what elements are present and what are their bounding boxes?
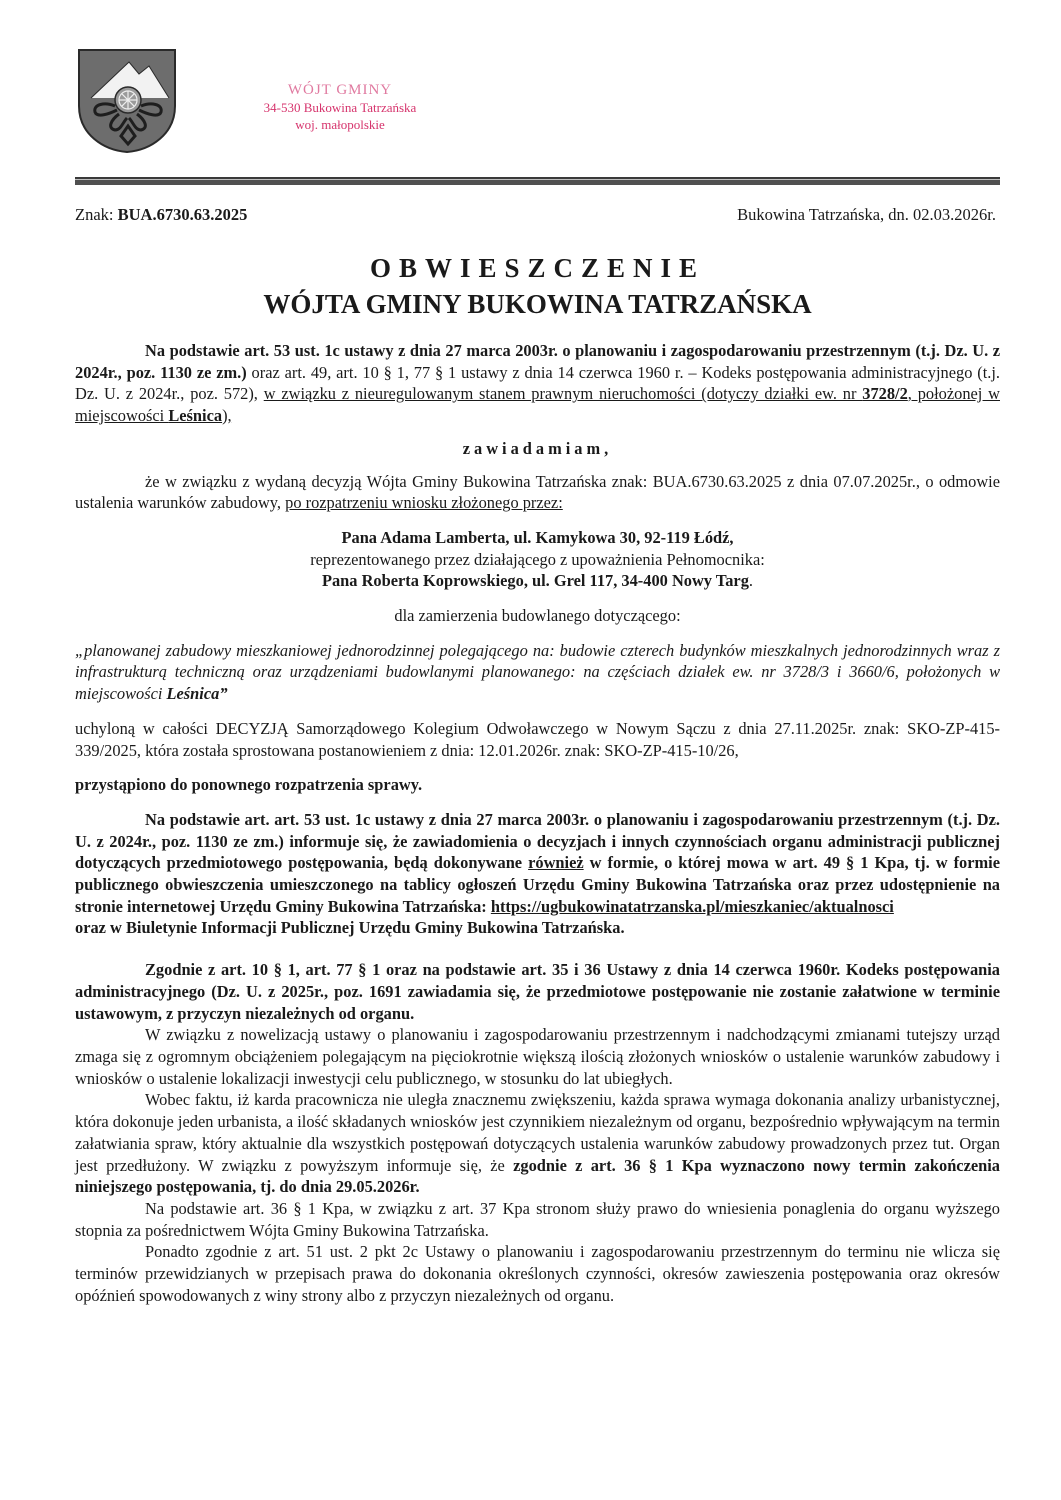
locality-name: Leśnica bbox=[168, 406, 223, 426]
intro-paragraph bbox=[75, 340, 1000, 427]
notice-paragraph bbox=[75, 809, 1000, 939]
purpose-parcels: nr 3728/3 i 3660/6 bbox=[761, 662, 895, 682]
purpose-description bbox=[75, 640, 1000, 705]
document-body bbox=[75, 340, 1000, 1306]
staffing-text: Wobec faktu, iż karda pracownicza nie uległa znacznemu zwiększeniu, każda sprawa wymaga dokonania analizy urbanistycznej, która dokonuje jeden urbanista, a ilość składanych wniosków jest czynnikiem niezależnym od organu, bezpośrednio wpływającym na termin załatwiania spraw, który aktualnie dla wszystkich postępowań dotyczących ustalenia warunków zabudowy prowadzonych przez tut. Organ jest przedłużony. W związku z powyższym informuje się, że bbox=[75, 1090, 1000, 1175]
case-reference-number: BUA.6730.63.2025 bbox=[117, 205, 248, 224]
purpose-text: „planowanej zabudowy mieszkaniowej jednorodzinnej polegającego na: budowie czterech budynków mieszkalnych jednorodzinnych wraz z infrastrukturą techniczną oraz urządzeniami budowlanymi planowanego: na częściach działek ew. bbox=[75, 640, 1000, 682]
intro-kpa-basis: oraz art. 49, art. 10 § 1, 77 § 1 ustawy z dnia 14 czerwca 1960 r. – Kodeks postępowania administracyjnego (t.j. Dz. U. z 2024r., poz. 572), bbox=[75, 362, 1001, 404]
representative-line bbox=[75, 570, 1000, 592]
parcel-number: 3728/2 bbox=[862, 384, 908, 404]
stamp-line-3: woj. małopolskie bbox=[295, 117, 385, 132]
staffing-paragraph bbox=[75, 1089, 1000, 1198]
appeal-rights-paragraph: Na podstawie art. 36 § 1 Kpa, w związku z art. 37 Kpa stronom służy prawo do wniesienia ponaglenia do organu wyższego stopnia za pośrednictwem Wójta Gminy Bukowina Tatrzańska. bbox=[75, 1198, 1000, 1240]
delay-reason-paragraph: W związku z nowelizacją ustawy o planowaniu i zagospodarowaniu przestrzennym i nadchodzącymi zmianami tutejszy urząd zmaga się z ogromnym obciążeniem polegającym na pięciokrotnie większą ilością złożonych wniosków o ustalenie warunków zabudowy i wniosków o ustalenie lokalizacji inwestycji celu publicznego, w stosunku do lat ubiegłych. bbox=[75, 1025, 1000, 1088]
decision-underlined: po rozpatrzeniu wniosku złożonego przez: bbox=[285, 493, 563, 513]
office-stamp bbox=[240, 82, 440, 133]
decision-paragraph bbox=[75, 471, 1000, 514]
stamp-line-2: 34-530 Bukowina Tatrzańska bbox=[263, 100, 417, 115]
intro-legal-basis: Na podstawie art. 53 ust. 1c ustawy z dnia 27 marca 2003r. o planowaniu i zagospodarowaniu przestrzennym (t.j. Dz. U. z 2024r., poz. 1130 ze zm.) bbox=[75, 341, 1000, 382]
title-line-1: OBWIESZCZENIE bbox=[369, 253, 706, 283]
representative-name: Pana Roberta Koprowskiego, ul. Grel 117, 34-400 Nowy Targ bbox=[321, 571, 749, 591]
decision-text: że w związku z wydaną decyzją Wójta Gminy Bukowina Tatrzańska znak: BUA.6730.63.2025 z dnia 07.07.2025r., o odmowie ustalenia warunków zabudowy, bbox=[75, 471, 1000, 513]
exclusions-paragraph: Ponadto zgodnie z art. 51 ust. 2 pkt 2c Ustawy o planowaniu i zagospodarowaniu przestrzennym do terminu nie wlicza się terminów przewidzianych w przepisach prawa do dokonania określonych czynności, okresów zawieszenia postępowania oraz okresów opóźnień spowodowanych z winy strony albo z przyczyn niezależnych od organu. bbox=[75, 1242, 1000, 1305]
purpose-label: dla zamierzenia budowlanego dotyczącego: bbox=[394, 606, 681, 626]
announce-word: zawiadamiam, bbox=[462, 438, 613, 458]
intro-property-text: w związku z nieuregulowanym stanem prawnym nieruchomości (dotyczy działki ew. nr bbox=[263, 384, 863, 404]
intro-property-text-3: ), bbox=[222, 406, 232, 426]
case-reference bbox=[75, 205, 247, 225]
notice-text-3: oraz w Biuletynie Informacji Publicznej Urzędu Gminy Bukowina Tatrzańska. bbox=[75, 918, 625, 938]
notice-text-1: Na podstawie art. art. 53 ust. 1c ustawy z dnia 27 marca 2003r. o planowaniu i zagospodarowaniu przestrzennym (t.j. Dz. U. z 2024r., poz. 1130 ze zm.) informuje się, że zawiadomienia o decyzjach i innych czynnościach organu administracji publicznej dotyczących przedmiotowego postępowania, będą dokonywane bbox=[75, 809, 1000, 873]
intro-property-text-2: , położonej w miejscowości bbox=[75, 384, 1000, 426]
purpose-text-2: , położonych w miejscowości bbox=[75, 662, 1001, 704]
purpose-place: Leśnica” bbox=[166, 684, 228, 704]
notice-underlined: również bbox=[528, 853, 584, 873]
new-deadline: zgodnie z art. 36 § 1 Kpa wyznaczono nowy termin zakończenia niniejszego postępowania, tj. do dnia 29.05.2026r. bbox=[75, 1155, 1001, 1197]
stamp-line-1: WÓJT GMINY bbox=[287, 82, 393, 98]
header-divider bbox=[75, 177, 1000, 185]
case-reference-label: Znak: bbox=[75, 205, 114, 224]
delay-statement: Zgodnie z art. 10 § 1, art. 77 § 1 oraz na podstawie art. 35 i 36 Ustawy z dnia 14 czerwca 1960r. Kodeks postępowania administracyjnego (Dz. U. z 2025r., poz. 1691 zawiadamia się, że przedmiotowe postępowanie nie zostanie załatwione w terminie ustawowym, z przyczyn niezależnych od organu. bbox=[75, 960, 1000, 1023]
resumed-statement: przystąpiono do ponownego rozpatrzenia sprawy. bbox=[75, 775, 423, 795]
municipality-news-link[interactable]: https://ugbukowinatatrzanska.pl/mieszkaniec/aktualnosci bbox=[490, 896, 894, 916]
applicant-line: Pana Adama Lamberta, ul. Kamykowa 30, 92-119 Łódź, bbox=[341, 527, 734, 547]
place-and-date: Bukowina Tatrzańska, dn. 02.03.2026r. bbox=[737, 205, 996, 224]
title-line-2: WÓJTA GMINY BUKOWINA TATRZAŃSKA bbox=[263, 289, 812, 319]
representative-note: reprezentowanego przez działającego z upoważnienia Pełnomocnika: bbox=[310, 549, 765, 569]
representative-end: . bbox=[748, 571, 754, 591]
document-title bbox=[75, 250, 1000, 322]
repeal-paragraph: uchyloną w całości DECYZJĄ Samorządowego Kolegium Odwoławczego w Nowym Sączu z dnia 27.11.2025r. znak: SKO-ZP-415-339/2025, która została sprostowana postanowieniem z dnia: 12.01.2026r. znak: SKO-ZP-415-10/26, bbox=[75, 718, 1000, 760]
notice-text-2: w formie, o której mowa w art. 49 § 1 Kpa, tj. w formie publicznego obwieszczenia umieszczonego na tablicy ogłoszeń Urzędu Gminy Bukowina Tatrzańska oraz przez udostępnienie na stronie internetowej Urzędu Gminy Bukowina Tatrzańska: bbox=[75, 853, 1000, 916]
coat-of-arms-icon bbox=[77, 48, 177, 154]
